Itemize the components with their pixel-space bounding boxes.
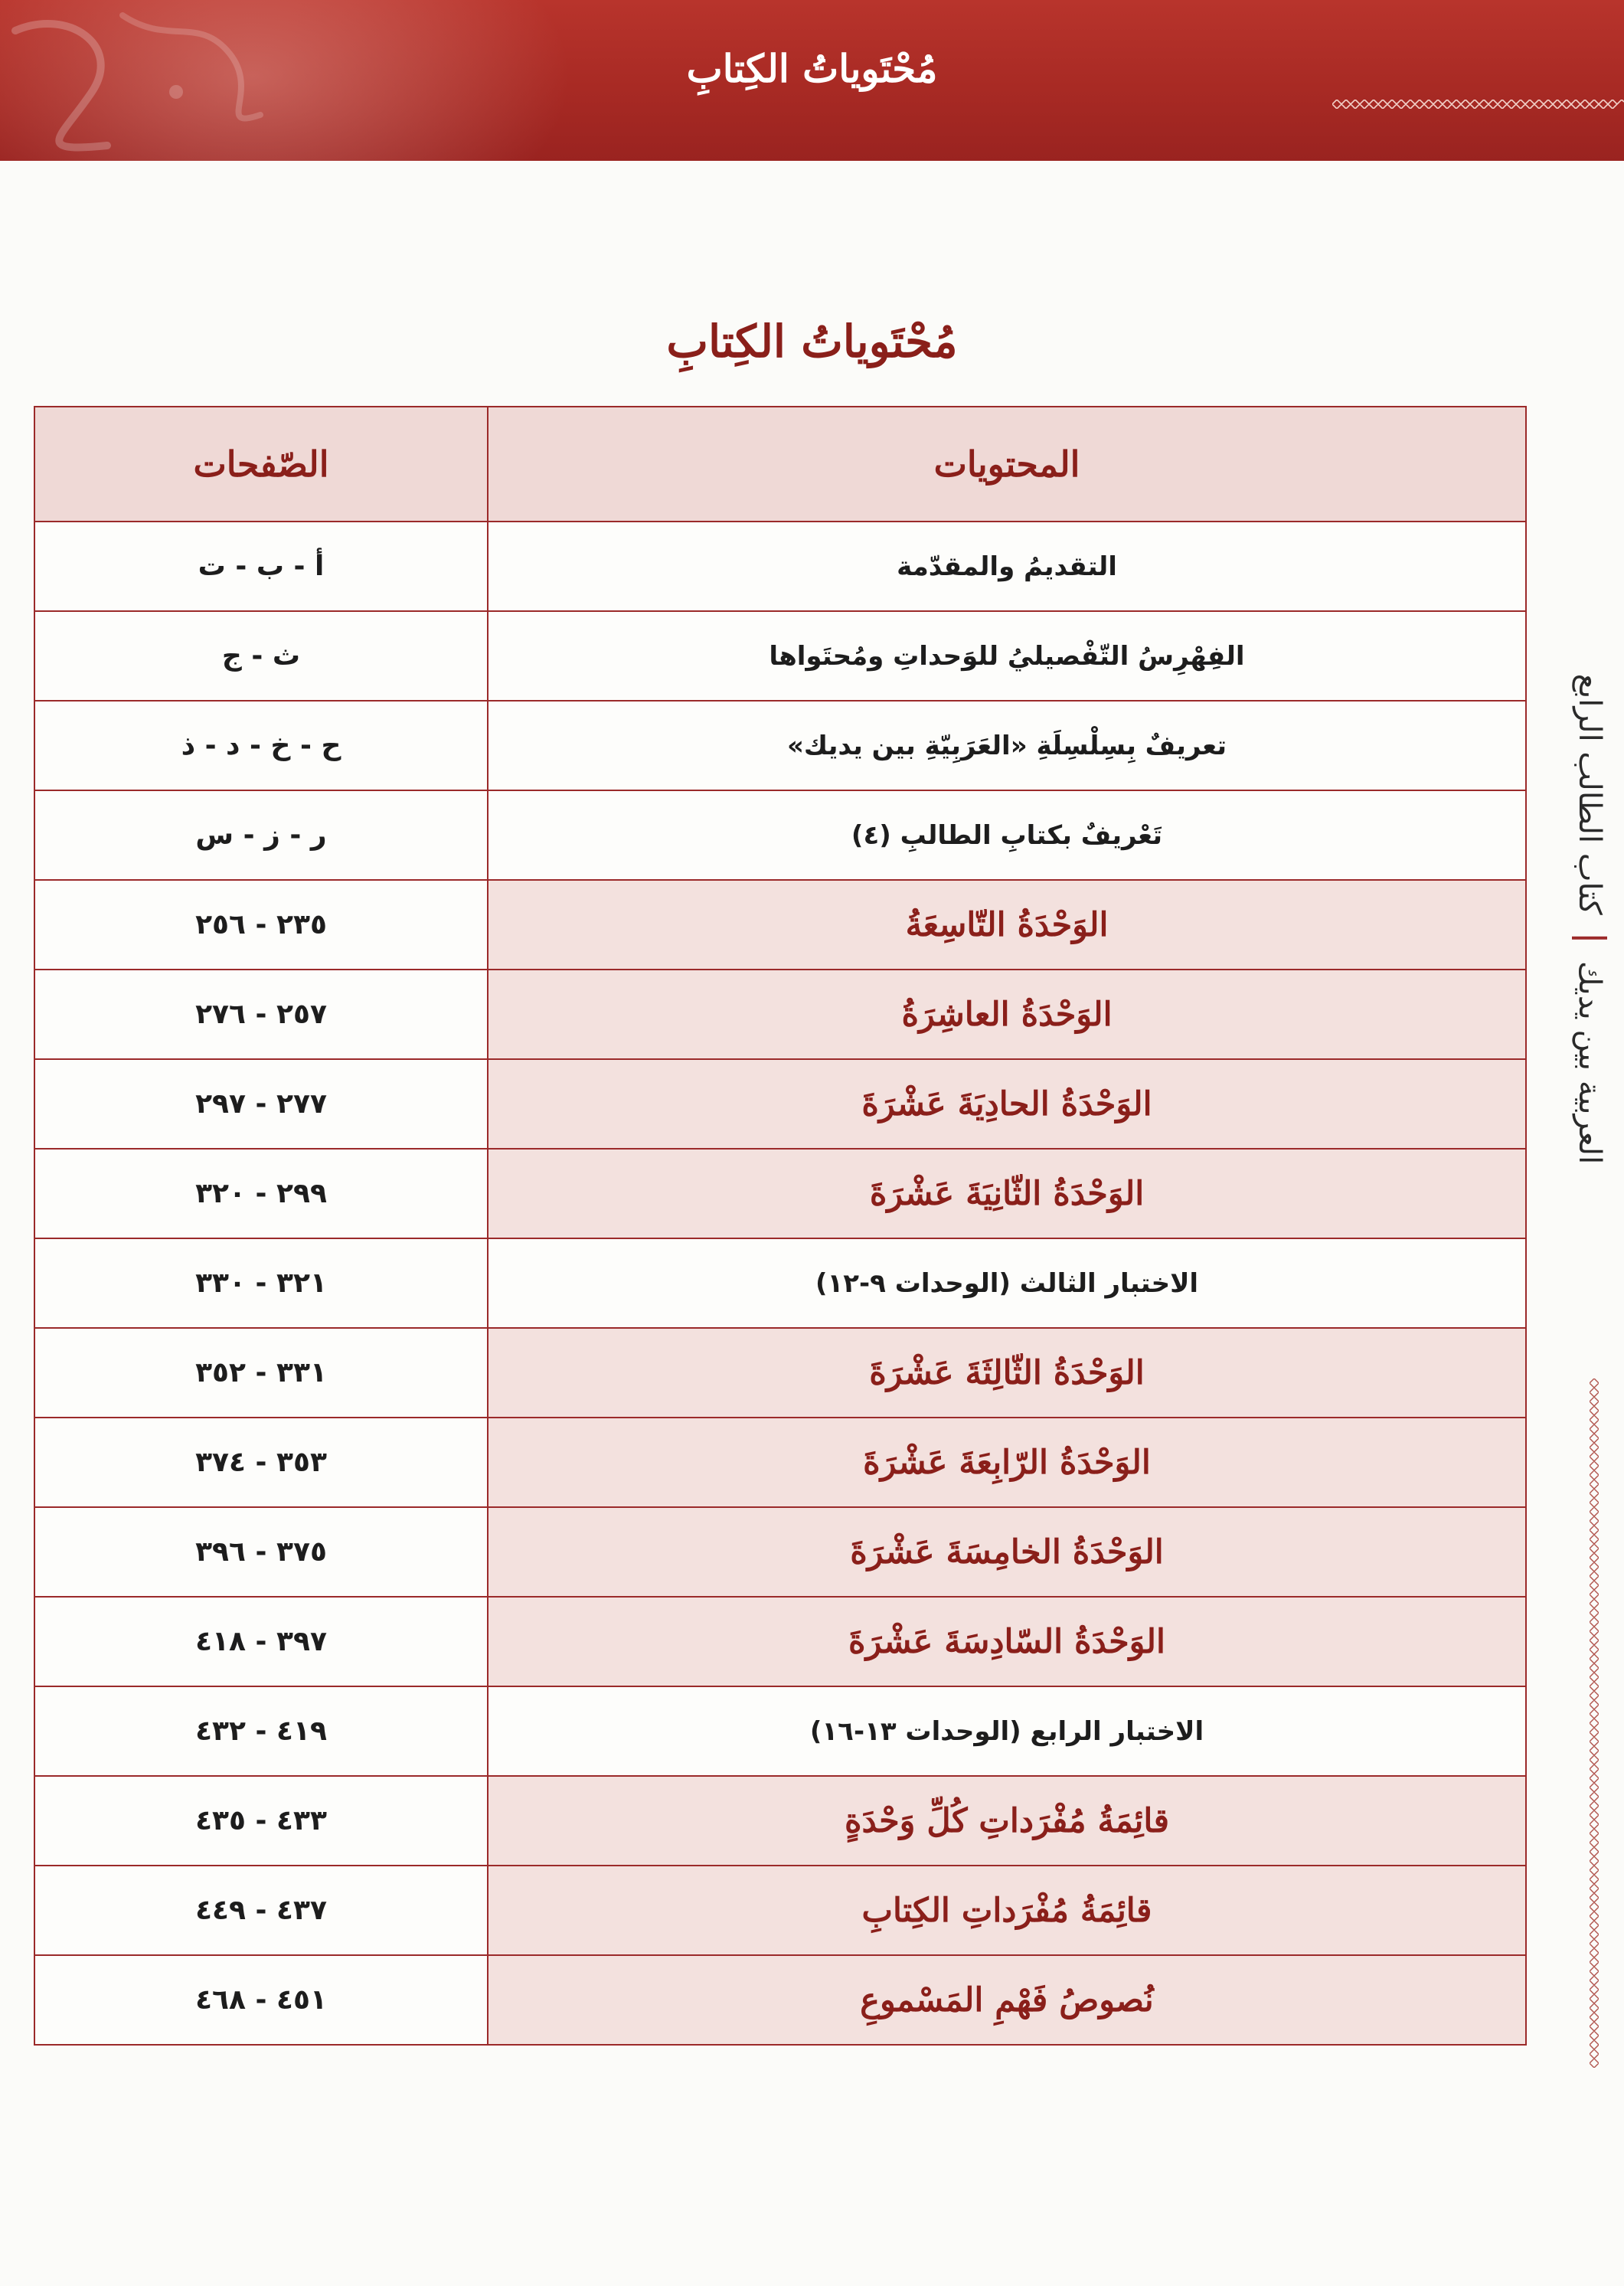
row-pages: ٢٩٩ - ٣٢٠ — [34, 1149, 488, 1238]
row-title: تَعْريفٌ بكتابِ الطالبِ (٤) — [488, 790, 1526, 880]
header-ornament-rule-right — [1332, 100, 1624, 109]
table-row — [34, 522, 1526, 611]
side-caption-inner — [1572, 674, 1607, 1164]
table-row — [34, 1149, 1526, 1238]
table-row — [34, 1418, 1526, 1507]
row-pages: ٢٣٥ - ٢٥٦ — [34, 880, 488, 970]
column-header-contents: المحتويات — [488, 407, 1526, 522]
row-pages: ٢٥٧ - ٢٧٦ — [34, 970, 488, 1059]
table-row — [34, 970, 1526, 1059]
side-divider — [1572, 937, 1607, 940]
row-title: الوَحْدَةُ الثّالِثَةَ عَشْرَةَ — [488, 1328, 1526, 1418]
row-title: الوَحْدَةُ العاشِرَةُ — [488, 970, 1526, 1059]
series-name: العربية بين يديك — [1572, 960, 1607, 1165]
row-pages: ٤٣٧ - ٤٤٩ — [34, 1866, 488, 1955]
side-caption — [1567, 521, 1613, 1317]
table-row — [34, 1507, 1526, 1597]
row-pages: ث - ج — [34, 611, 488, 701]
row-title: التقديمُ والمقدّمة — [488, 522, 1526, 611]
row-pages: ٣٢١ - ٣٣٠ — [34, 1238, 488, 1328]
row-pages: ٤٥١ - ٤٦٨ — [34, 1955, 488, 2045]
row-pages: ٤٣٣ - ٤٣٥ — [34, 1776, 488, 1866]
contents-table — [34, 406, 1527, 2046]
row-pages: ٣٥٣ - ٣٧٤ — [34, 1418, 488, 1507]
row-pages: ح - خ - د - ذ — [34, 701, 488, 790]
header-ornament-rule-left — [0, 100, 628, 109]
row-title: الوَحْدَةُ الرّابِعَةَ عَشْرَةَ — [488, 1418, 1526, 1507]
row-title: الوَحْدَةُ السّادِسَةَ عَشْرَةَ — [488, 1597, 1526, 1686]
row-pages: ٣٧٥ - ٣٩٦ — [34, 1507, 488, 1597]
column-header-pages: الصّفحات — [34, 407, 488, 522]
side-ornament-rule — [1590, 1378, 1599, 2068]
row-title: الوَحْدَةُ الثّانِيَةَ عَشْرَةَ — [488, 1149, 1526, 1238]
row-title: الاختبار الرابع (الوحدات ١٣-١٦) — [488, 1686, 1526, 1776]
row-title: نُصوصُ فَهْمِ المَسْموعِ — [488, 1955, 1526, 2045]
table-row — [34, 1597, 1526, 1686]
row-title: الوَحْدَةُ التّاسِعَةُ — [488, 880, 1526, 970]
table-row — [34, 790, 1526, 880]
table-header-row — [34, 407, 1526, 522]
table-row — [34, 1059, 1526, 1149]
table-row — [34, 1328, 1526, 1418]
row-title: قائِمَةُ مُفْرَداتِ كُلِّ وَحْدَةٍ — [488, 1776, 1526, 1866]
row-pages: أ - ب - ت — [34, 522, 488, 611]
table-row — [34, 1776, 1526, 1866]
table-row — [34, 701, 1526, 790]
table-body — [34, 522, 1526, 2045]
table-row — [34, 880, 1526, 970]
row-title: الوَحْدَةُ الحادِيَةَ عَشْرَةَ — [488, 1059, 1526, 1149]
row-title: قائِمَةُ مُفْرَداتِ الكِتابِ — [488, 1866, 1526, 1955]
row-pages: ٣٣١ - ٣٥٢ — [34, 1328, 488, 1418]
page-title: مُحْتَوياتُ الكِتابِ — [666, 316, 958, 368]
row-title: تعريفٌ بِسِلْسِلَةِ «العَرَبِيّةِ بين يديك» — [488, 701, 1526, 790]
row-title: الوَحْدَةُ الخامِسَةَ عَشْرَةَ — [488, 1507, 1526, 1597]
table-row — [34, 1238, 1526, 1328]
header-title-text: مُحْتَوياتُ الكِتابِ — [686, 46, 938, 91]
row-title: الفِهْرِسُ التّفْصيليُ للوَحداتِ ومُحتَواها — [488, 611, 1526, 701]
row-pages: ٤١٩ - ٤٣٢ — [34, 1686, 488, 1776]
row-pages: ٢٧٧ - ٢٩٧ — [34, 1059, 488, 1149]
table-row — [34, 1686, 1526, 1776]
table-row — [34, 1866, 1526, 1955]
row-pages: ر - ز - س — [34, 790, 488, 880]
book-name: كتاب الطالب الرابع — [1572, 673, 1607, 915]
table-row — [34, 611, 1526, 701]
row-pages: ٣٩٧ - ٤١٨ — [34, 1597, 488, 1686]
table-row — [34, 1955, 1526, 2045]
header-title — [0, 46, 1624, 91]
header-band — [0, 0, 1624, 161]
row-title: الاختبار الثالث (الوحدات ٩-١٢) — [488, 1238, 1526, 1328]
